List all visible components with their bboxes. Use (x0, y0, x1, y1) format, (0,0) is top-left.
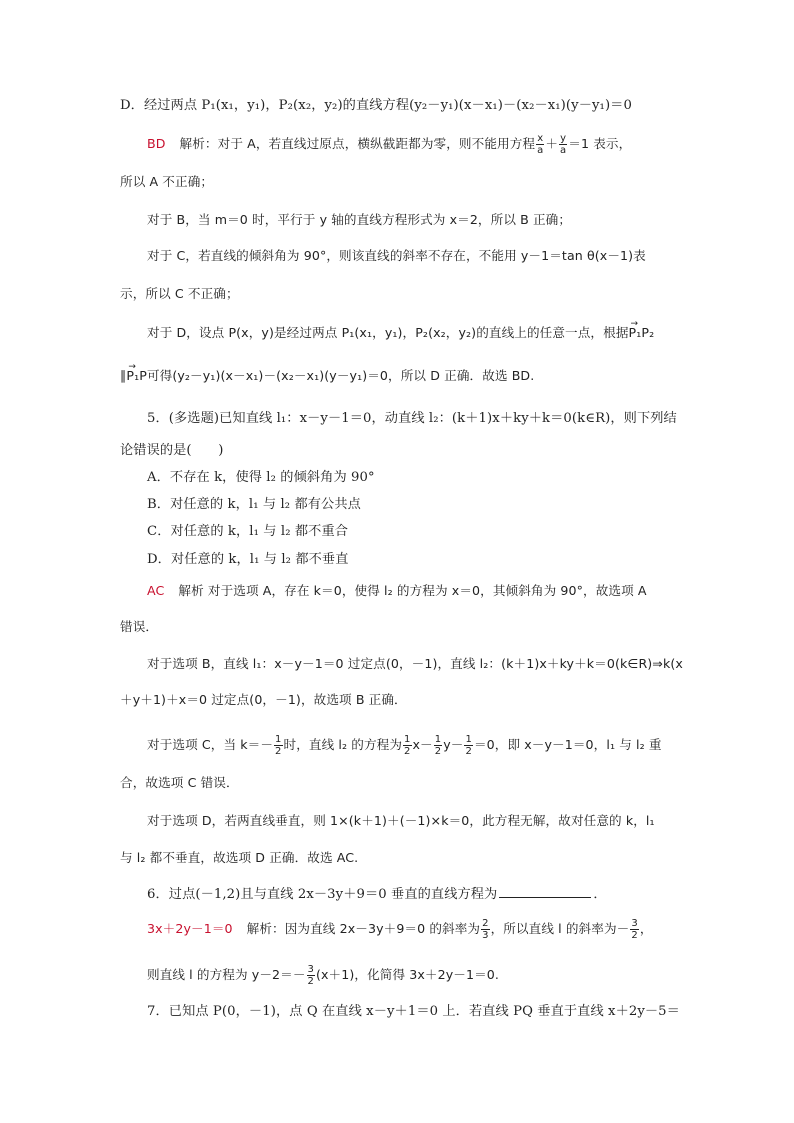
q5-option-c: C．对任意的 k，l₁ 与 l₂ 都不重合 (147, 524, 349, 539)
q6-solution-cont: 则直线 l 的方程为 y－2＝－ $\frac{3}{2}$ (x＋1)，化简得 3x＋2y－1＝0. (147, 964, 499, 987)
q4-option-d: D．经过两点 P₁(x₁，y₁)，P₂(x₂，y₂)的直线方程(y₂－y₁)(x－x₁)－(x₂－x₁)(y－y₁)＝0 (120, 98, 632, 113)
q4-solution-d: 对于 D，设点 P(x，y)是经过两点 P₁(x₁，y₁)，P₂(x₂，y₂)的直线上的任意一点，根据→ P₁P₂ (147, 324, 677, 342)
q4-solution-a: BD 解析：对于 A，若直线过原点，横纵截距都为零，则不能用方程 $\frac{x}{a}$ ＋ $\frac{y}{a}$ ＝1 表示， (147, 133, 632, 156)
fraction: $\frac{2}{3}$ (482, 918, 489, 941)
q6-answer: 3x＋2y－1＝0 (147, 921, 233, 936)
q5-answer: AC (147, 583, 165, 598)
q4-solution-b: 对于 B，当 m＝0 时，平行于 y 轴的直线方程形式为 x＝2，所以 B 正确； (147, 212, 572, 227)
fraction: $\frac{1}{2}$ (275, 734, 282, 757)
q6-solution: 3x＋2y－1＝0 解析：因为直线 2x－3y＋9＝0 的斜率为 $\frac{2}{3}$ ，所以直线 l 的斜率为－ $\frac{3}{2}$ ， (147, 918, 653, 941)
q4-answer: BD (147, 136, 166, 151)
q5-solution-d-cont: 与 l₂ 都不垂直，故选项 D 正确．故选 AC. (120, 850, 359, 865)
fraction: $\frac{1}{2}$ (434, 734, 442, 757)
q5-stem-cont: 论错误的是( ) (120, 443, 224, 458)
fraction: $\frac{x}{a}$ (537, 133, 544, 156)
q4-solution-c-cont: 示，所以 C 不正确； (120, 286, 239, 301)
vector-p1p: → P₁P (126, 367, 147, 385)
q5-stem: 5．(多选题)已知直线 l₁：x－y－1＝0，动直线 l₂：(k＋1)x＋ky＋k＝0(k∈R)，则下列结 (147, 411, 677, 426)
q5-option-d: D．对任意的 k，l₁ 与 l₂ 都不垂直 (147, 552, 349, 567)
fraction: $\frac{3}{2}$ (631, 918, 638, 941)
q4-solution-d-cont: ∥→ P₁P可得(y₂－y₁)(x－x₁)－(x₂－x₁)(y－y₁)＝0，所以 D 正确．故选 BD. (120, 367, 680, 385)
q7-stem: 7．已知点 P(0，－1)，点 Q 在直线 x－y＋1＝0 上．若直线 PQ 垂直于直线 x＋2y－5＝ (147, 1004, 680, 1019)
q5-solution-a-cont: 错误． (120, 619, 159, 634)
q5-solution-c-cont: 合，故选项 C 错误． (120, 775, 239, 790)
q5-option-b: B．对任意的 k，l₁ 与 l₂ 都有公共点 (147, 497, 361, 512)
q5-solution-b-cont: ＋y＋1)＋x＝0 过定点(0，－1)，故选项 B 正确． (120, 692, 407, 707)
q5-solution-a: AC 解析 对于选项 A，存在 k＝0，使得 l₂ 的方程为 x＝0，其倾斜角为 90°，故选项 A (147, 583, 647, 598)
q4-solution-a-cont: 所以 A 不正确； (120, 174, 214, 189)
fraction: $\frac{3}{2}$ (307, 964, 314, 987)
q6-stem: 6．过点(－1,2)且与直线 2x－3y＋9＝0 垂直的直线方程为 ． (147, 883, 677, 904)
fraction: $\frac{1}{2}$ (404, 734, 411, 757)
q5-option-a: A．不存在 k，使得 l₂ 的倾斜角为 90° (147, 470, 375, 485)
fraction: $\frac{y}{a}$ (560, 133, 567, 156)
q5-solution-c: 对于选项 C，当 k＝－ $\frac{1}{2}$ 时，直线 l₂ 的方程为 $\frac{1}{2}$ x－ $\frac{1}{2}$ y－ $\frac{1}{2}$ ＝0，即 x－y－1＝0，l₁ 与 l₂ 重 (147, 734, 662, 757)
q5-solution-d: 对于选项 D，若两直线垂直，则 1×(k＋1)＋(－1)×k＝0，此方程无解，故对任意的 k，l₁ (147, 813, 655, 828)
q5-solution-b: 对于选项 B，直线 l₁：x－y－1＝0 过定点(0，－1)，直线 l₂：(k＋1)x＋ky＋k＝0(k∈R)⇒k(x (147, 656, 683, 671)
vector-p1p2: → P₁P₂ (629, 324, 655, 342)
answer-blank (499, 883, 591, 898)
fraction: $\frac{1}{2}$ (465, 734, 472, 757)
q4-solution-c: 对于 C，若直线的倾斜角为 90°，则该直线的斜率不存在，不能用 y－1＝tan θ(x－1)表 (147, 248, 646, 263)
